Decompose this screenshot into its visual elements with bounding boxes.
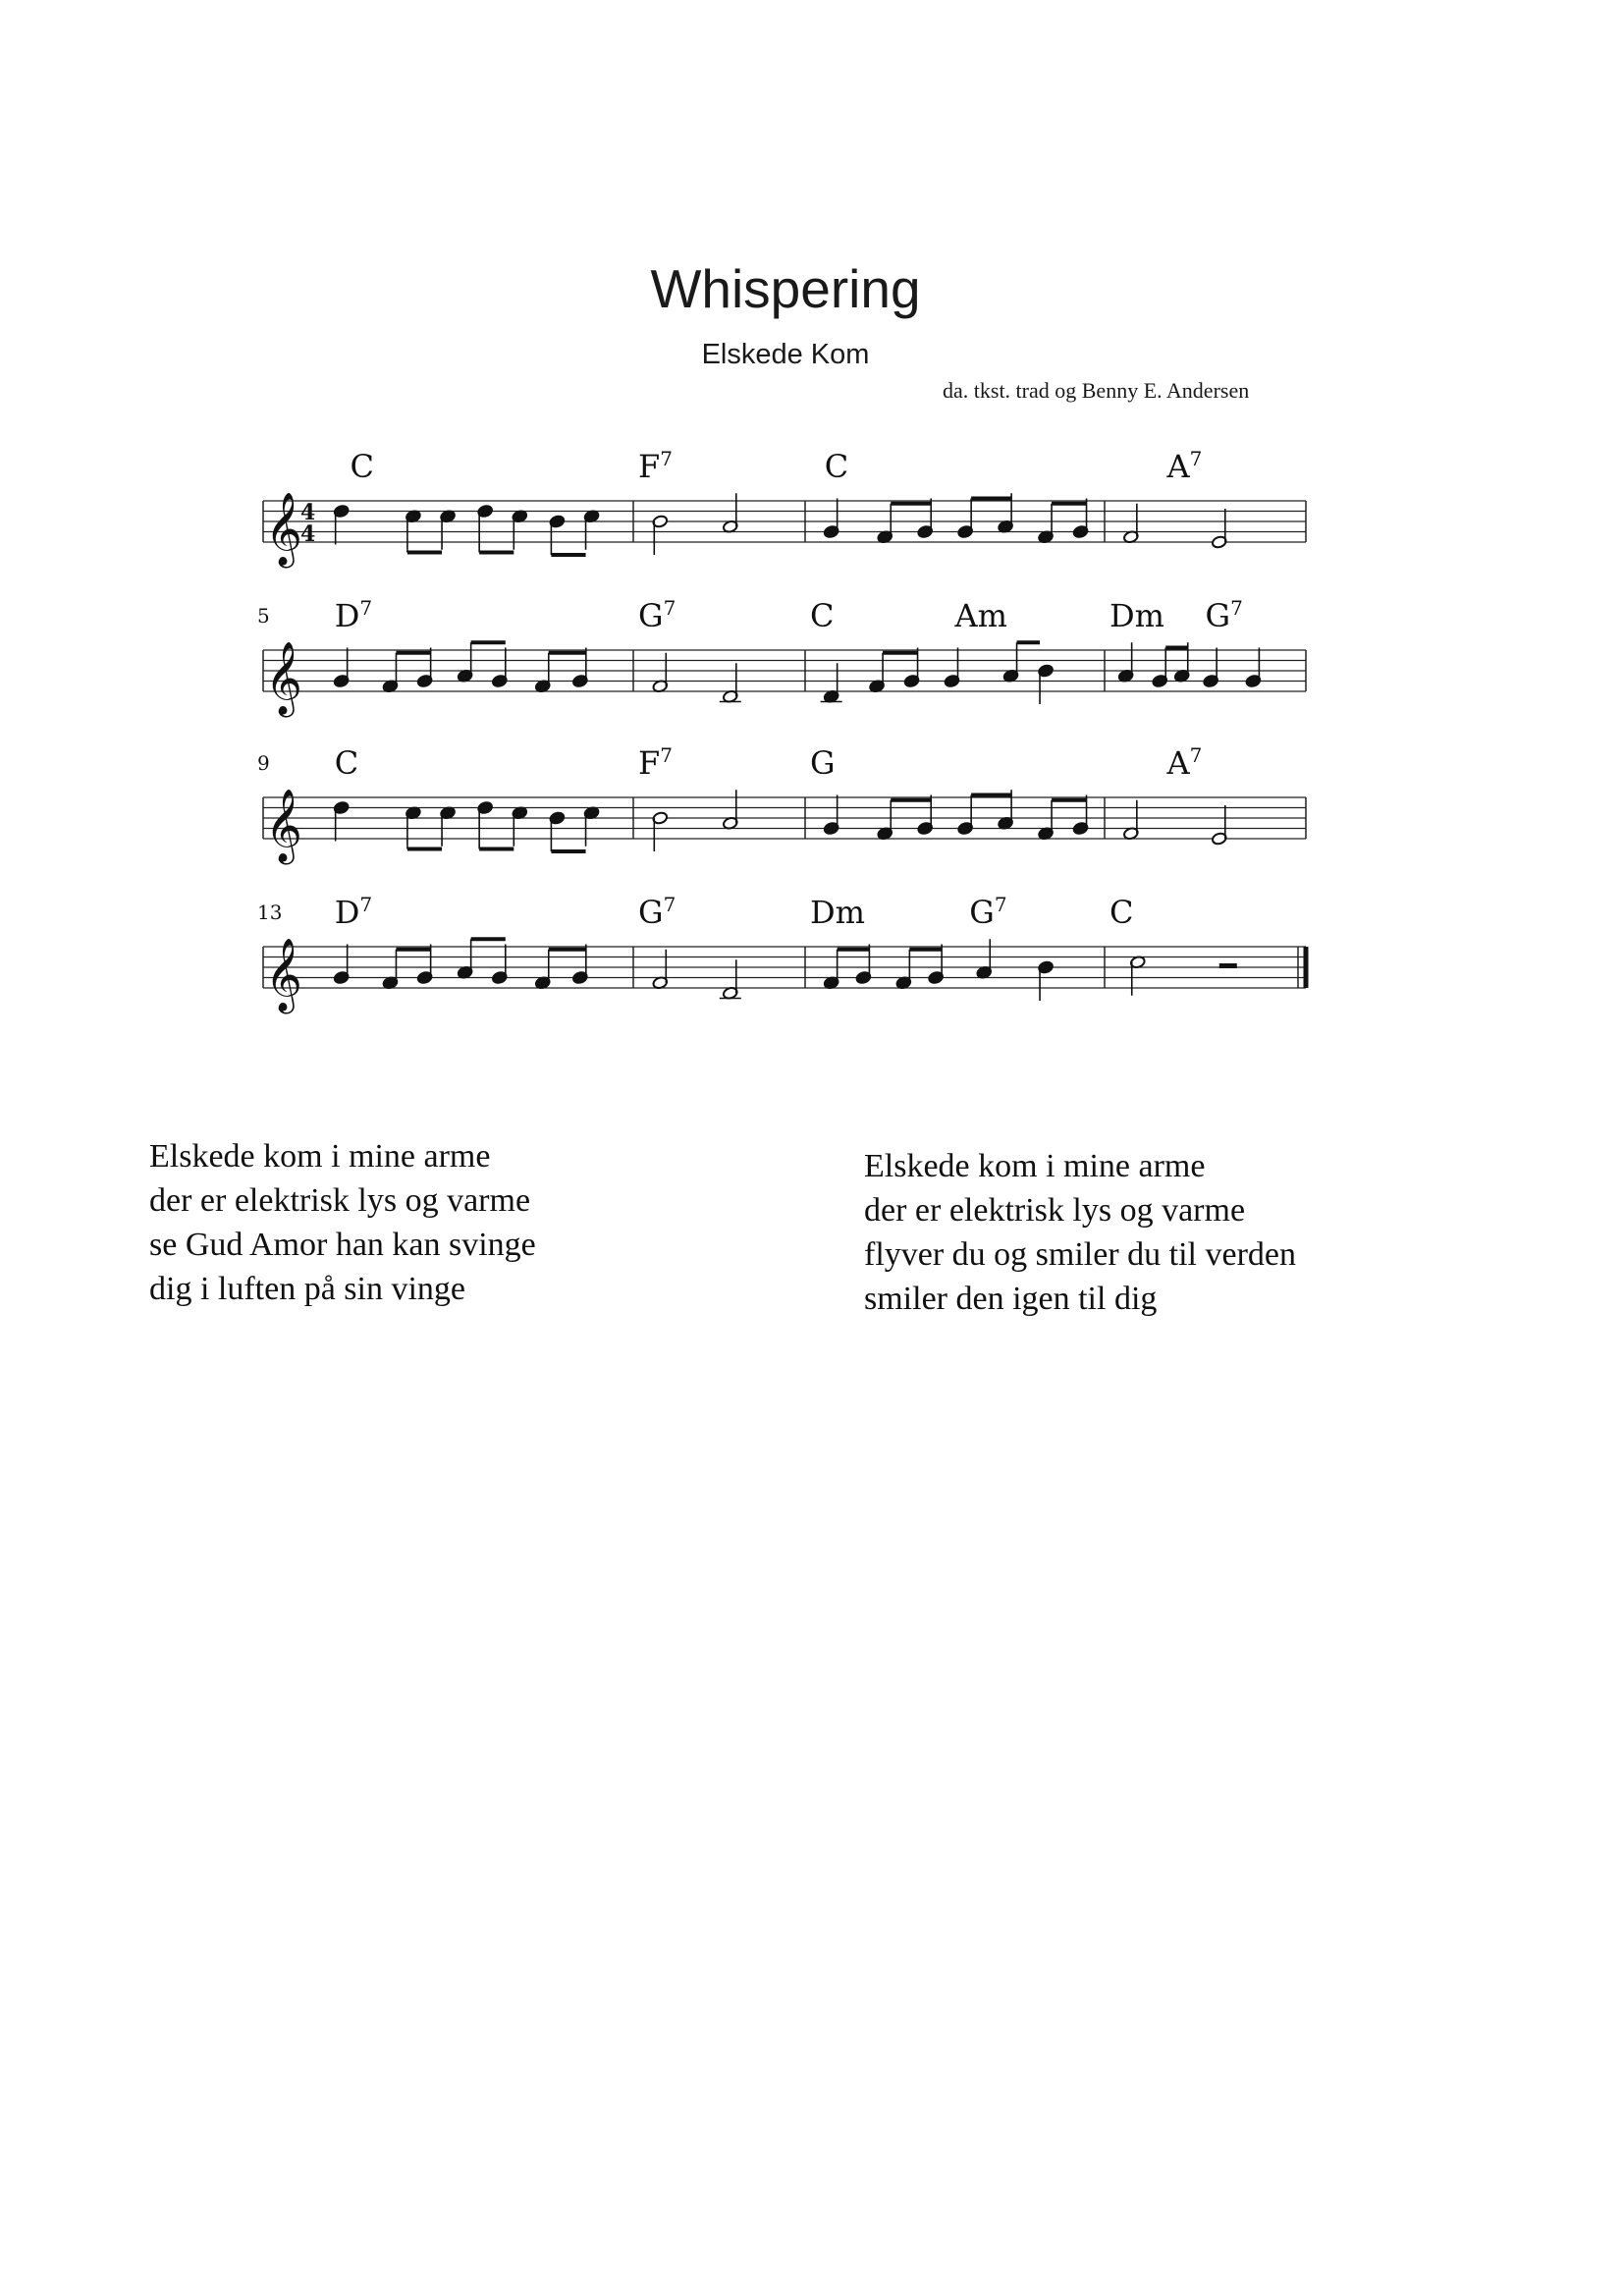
half-rest bbox=[1219, 963, 1237, 968]
treble-clef-icon: 𝄞 bbox=[265, 790, 302, 862]
lyrics-verse-1 bbox=[149, 1134, 536, 1311]
chord-symbol: C bbox=[334, 744, 359, 782]
chord-extension: 7 bbox=[660, 743, 673, 767]
lyric-line: flyver du og smiler du til verden bbox=[864, 1236, 1297, 1273]
chord-symbol: C bbox=[810, 597, 835, 634]
chord-symbol: Dm bbox=[810, 894, 865, 931]
chord-symbol: C bbox=[824, 448, 849, 485]
treble-clef-icon: 𝄞 bbox=[265, 642, 302, 715]
song-title: Whispering bbox=[650, 258, 921, 319]
chord-symbol: $A^7$ bbox=[1166, 447, 1203, 485]
lyric-line: dig i luften på sin vinge bbox=[149, 1271, 466, 1307]
chord-symbol: $G^7$ bbox=[638, 596, 676, 634]
lyric-line: Elskede kom i mine arme bbox=[149, 1138, 491, 1175]
song-subtitle: Elskede Kom bbox=[701, 339, 870, 370]
chord-symbol: $D^7$ bbox=[334, 893, 373, 931]
chord-extension: 7 bbox=[1230, 596, 1243, 620]
chord-symbol: $G^7$ bbox=[1205, 596, 1243, 634]
lyric-credit: da. tkst. trad og Benny E. Andersen bbox=[943, 378, 1250, 403]
lyric-line: der er elektrisk lys og varme bbox=[149, 1182, 531, 1219]
lyric-line: se Gud Amor han kan svinge bbox=[149, 1227, 536, 1263]
lyric-line: Elskede kom i mine arme bbox=[864, 1148, 1206, 1184]
chord-symbol: $A^7$ bbox=[1166, 743, 1203, 782]
chord-extension: 7 bbox=[359, 893, 373, 916]
measure-number: 9 bbox=[257, 751, 270, 775]
chord-symbol: $G^7$ bbox=[638, 893, 676, 931]
time-signature-top: 4 bbox=[300, 500, 316, 525]
chord-extension: 7 bbox=[663, 596, 676, 620]
chord-symbol: $F^7$ bbox=[638, 447, 673, 485]
chord-extension: 7 bbox=[1189, 743, 1203, 767]
chord-symbol: $F^7$ bbox=[638, 743, 673, 782]
treble-clef-icon: 𝄞 bbox=[265, 493, 302, 566]
chord-extension: 7 bbox=[660, 447, 673, 470]
chord-extension: 7 bbox=[1189, 447, 1203, 470]
chord-symbol: G bbox=[810, 744, 836, 782]
chord-symbol: $D^7$ bbox=[334, 596, 373, 634]
lyrics-verse-2 bbox=[864, 1144, 1296, 1321]
chord-symbol: Am bbox=[954, 597, 1007, 634]
chord-symbol: C bbox=[350, 448, 374, 485]
lyric-line: der er elektrisk lys og varme bbox=[864, 1192, 1246, 1229]
sheet-music bbox=[0, 0, 1623, 1080]
chord-extension: 7 bbox=[994, 893, 1007, 916]
measure-number: 5 bbox=[257, 604, 270, 628]
measure-number: 13 bbox=[257, 901, 283, 924]
treble-clef-icon: 𝄞 bbox=[265, 939, 302, 1011]
chord-symbol: C bbox=[1109, 894, 1134, 931]
chord-symbol: Dm bbox=[1109, 597, 1164, 634]
chord-extension: 7 bbox=[663, 893, 676, 916]
chord-symbol: $G^7$ bbox=[969, 893, 1007, 931]
lyric-line: smiler den igen til dig bbox=[864, 1281, 1158, 1317]
chord-extension: 7 bbox=[359, 596, 373, 620]
time-signature-bottom: 4 bbox=[300, 521, 316, 547]
